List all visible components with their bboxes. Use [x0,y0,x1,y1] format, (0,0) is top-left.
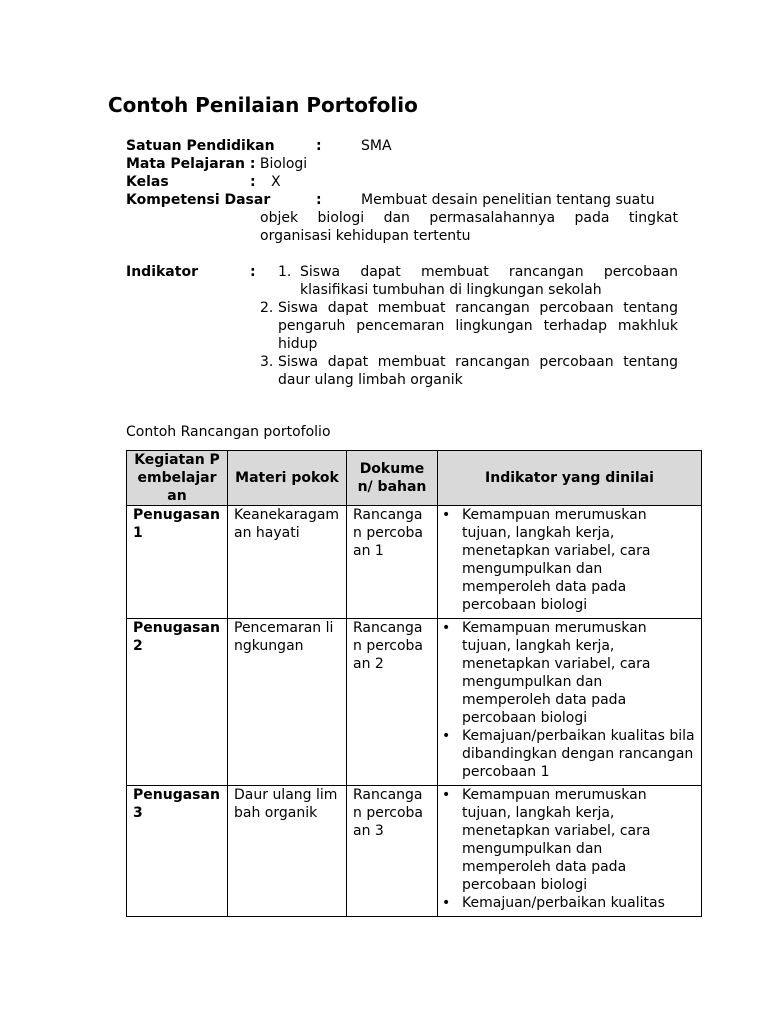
criteria-item [440,727,695,781]
table-row [127,619,702,786]
indikator-cell [438,786,702,917]
bullet-icon: • [442,787,451,803]
criteria-item [440,894,695,912]
criteria-text: Kemampuan merumuskan tujuan, langkah kerja, menetapkan variabel, cara mengumpulkan dan memperoleh data pada percobaan biologi [462,787,651,893]
indikator-number: 2. [260,300,274,316]
mata-pelajaran-value: Biologi [259,156,308,172]
materi-cell: Keanekaragaman hayati [228,506,347,619]
kelas-value: X [271,174,281,190]
bullet-icon: • [442,895,451,911]
materi-cell: Daur ulang limbah organik [228,786,347,917]
materi-cell: Pencemaran lingkungan [228,619,347,786]
criteria-list [440,506,695,614]
table-row [127,506,702,619]
kompetensi-dasar-row [126,191,678,209]
indikator-number: 3. [260,354,274,370]
criteria-list [440,619,695,781]
table-caption: Contoh Rancangan portofolio [126,424,331,440]
kompetensi-dasar-label: Kompetensi Dasar [126,192,271,208]
indikator-item [260,263,678,299]
satuan-pendidikan-colon: : [316,138,322,154]
indikator-text: Siswa dapat membuat rancangan percobaan tentang daur ulang limbah organik [278,354,678,388]
kompetensi-dasar-value-line1: Membuat desain penelitian tentang suatu [361,192,655,208]
bullet-icon: • [442,507,451,523]
criteria-item [440,786,695,894]
indikator-label: Indikator [126,264,198,280]
mata-pelajaran-label: Mata Pelajaran : [126,156,256,172]
kelas-row [126,173,678,191]
indikator-colon: : [250,264,256,280]
header-dokumen-bahan: Dokumen/ bahan [347,451,438,506]
portfolio-table [126,450,702,917]
bullet-icon: • [442,620,451,636]
indikator-number: 1. [278,264,292,280]
criteria-list [440,786,695,912]
document-title: Contoh Penilaian Portofolio [108,93,418,117]
criteria-text: Kemampuan merumuskan tujuan, langkah kerja, menetapkan variabel, cara mengumpulkan dan memperoleh data pada percobaan biologi [462,620,651,726]
header-indikator-dinilai: Indikator yang dinilai [438,451,702,506]
criteria-text: Kemajuan/perbaikan kualitas [462,895,665,911]
task-cell: Penugasan 1 [127,506,228,619]
criteria-text: Kemampuan merumuskan tujuan, langkah kerja, menetapkan variabel, cara mengumpulkan dan memperoleh data pada percobaan biologi [462,507,651,613]
indikator-text: Siswa dapat membuat rancangan percobaan tentang pengaruh pencemaran lingkungan terhadap makhluk hidup [278,300,678,352]
indikator-cell [438,506,702,619]
satuan-pendidikan-label: Satuan Pendidikan [126,138,275,154]
table-row [127,786,702,917]
bullet-icon: • [442,728,451,744]
criteria-text: Kemajuan/perbaikan kualitas bila dibandingkan dengan rancangan percobaan 1 [462,728,695,780]
kompetensi-dasar-colon: : [316,192,322,208]
satuan-pendidikan-value: SMA [361,138,392,154]
indikator-item [260,353,678,389]
header-kegiatan-pembelajaran: Kegiatan Pembelajaran [127,451,228,506]
dokumen-cell: Rancangan percobaan 3 [347,786,438,917]
task-cell: Penugasan 3 [127,786,228,917]
header-materi-pokok: Materi pokok [228,451,347,506]
criteria-item [440,619,695,727]
kelas-label: Kelas [126,174,169,190]
table-header-row [127,451,702,506]
indikator-text: Siswa dapat membuat rancangan percobaan klasifikasi tumbuhan di lingkungan sekolah [300,264,678,298]
indikator-cell [438,619,702,786]
task-cell: Penugasan 2 [127,619,228,786]
indikator-item [260,299,678,353]
dokumen-cell: Rancangan percobaan 2 [347,619,438,786]
kompetensi-dasar-value: objek biologi dan permasalahannya pada tingkat organisasi kehidupan tertentu [260,210,678,244]
indikator-list [260,263,678,389]
dokumen-cell: Rancangan percobaan 1 [347,506,438,619]
kelas-colon: : [250,174,256,190]
criteria-item [440,506,695,614]
mata-pelajaran-row [126,155,678,173]
satuan-pendidikan-row [126,137,678,155]
header-info [126,137,678,245]
